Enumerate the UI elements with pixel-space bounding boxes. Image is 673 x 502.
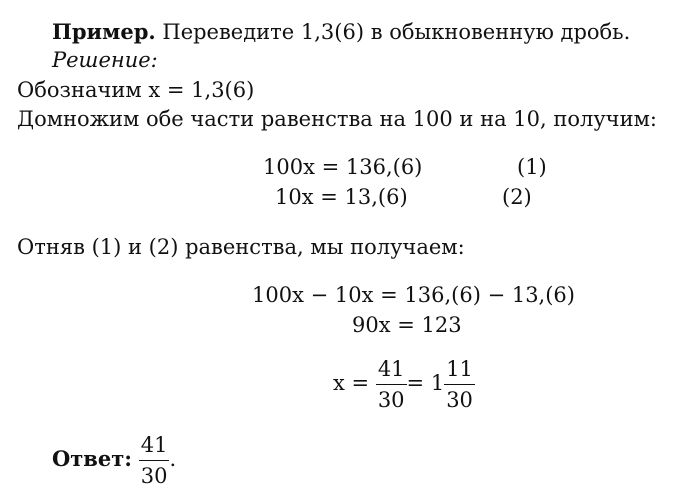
fraction-denominator: 30 xyxy=(446,388,473,412)
example-title: Пример. xyxy=(52,19,156,44)
equation-5 xyxy=(333,356,475,413)
equation-2: 10x = 13,(6) xyxy=(275,185,408,209)
subtract-line: Отняв (1) и (2) равенства, мы получаем: xyxy=(17,235,465,259)
equation-4: 90x = 123 xyxy=(352,313,462,337)
notation-line: Обозначим x = 1,3(6) xyxy=(17,78,255,102)
example-task: Переведите 1,3(6) в обыкновенную дробь. xyxy=(162,20,631,44)
example-heading xyxy=(52,20,630,44)
answer-fraction xyxy=(139,432,170,489)
equation-1-label: (1) xyxy=(517,155,547,179)
equation-5-lhs: x = xyxy=(333,371,370,395)
multiply-line: Домножим обе части равенства на 100 и на 10, получим: xyxy=(17,107,657,131)
answer-period: . xyxy=(169,447,177,471)
equation-5-middle: = 1 xyxy=(406,371,445,395)
fraction-numerator: 41 xyxy=(139,432,170,461)
equation-2-label: (2) xyxy=(502,185,532,209)
answer-line xyxy=(52,432,176,489)
fraction-numerator: 11 xyxy=(444,356,475,385)
fraction-41-30 xyxy=(376,356,407,413)
answer-label: Ответ: xyxy=(52,446,133,471)
equation-1: 100x = 136,(6) xyxy=(263,155,423,179)
fraction-denominator: 30 xyxy=(140,464,168,488)
equation-3: 100x − 10x = 136,(6) − 13,(6) xyxy=(252,283,575,307)
solution-label: Решение: xyxy=(52,48,158,72)
fraction-denominator: 30 xyxy=(377,388,405,412)
fraction-11-30 xyxy=(444,356,475,413)
fraction-numerator: 41 xyxy=(376,356,407,385)
